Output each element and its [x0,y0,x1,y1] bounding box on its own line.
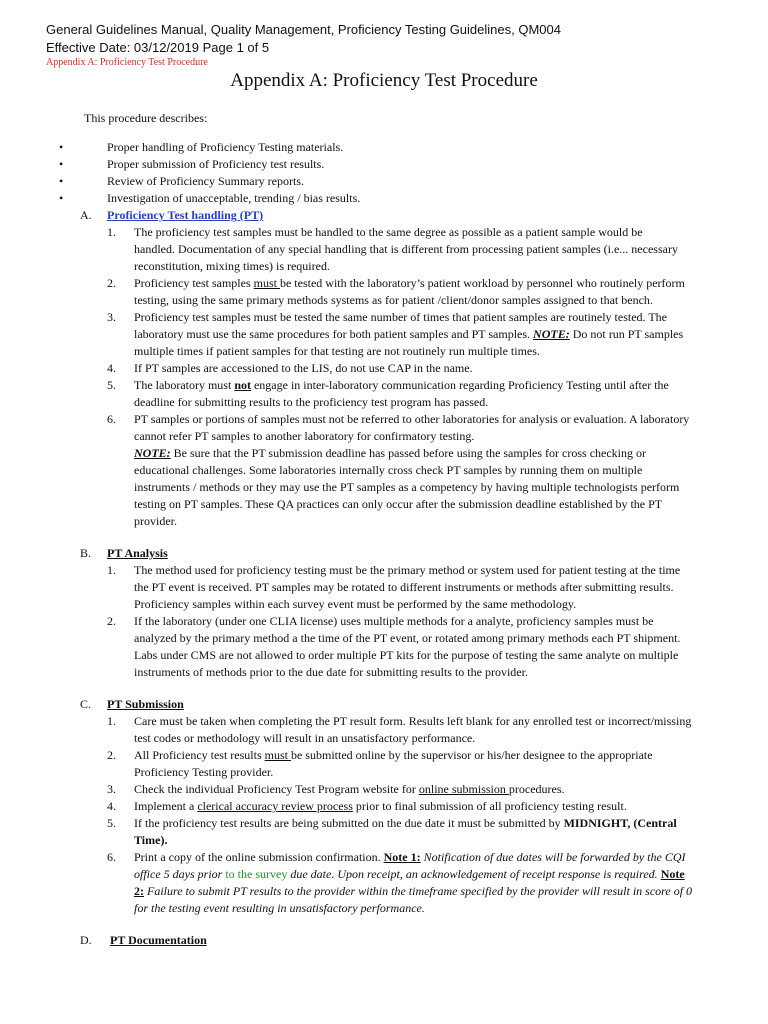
c3-line: Check the individual Proficiency Test Program website for online submission procedures. [134,782,565,796]
b1-line: The method used for proficiency testing must be the primary method or system used for patient testing at the time [134,563,681,577]
a5-number: 5. [107,378,116,392]
b1-line: the PT event is received. PT samples may be rotated to different instruments or methods after submitting results. [134,580,674,594]
a1-line: reconstitution, mixing times) is required. [134,259,330,273]
page-title: Appendix A: Proficiency Test Procedure [230,70,538,91]
bullet-item: Proper handling of Proficiency Testing materials. [107,140,344,154]
a6-line: instruments / methods or they may use the PT samples as a competency by having multiple technologists perform [134,480,680,494]
doc-header-line2: Effective Date: 03/12/2019 Page 1 of 5 [46,40,270,55]
a2-number: 2. [107,276,116,290]
c3-number: 3. [107,782,116,796]
section-b-letter: B. [80,546,92,560]
a4-line: If PT samples are accessioned to the LIS, do not use CAP in the name. [134,361,473,375]
bullet-item: Proper submission of Proficiency test results. [107,157,325,171]
a4-number: 4. [107,361,116,375]
doc-header-line1: General Guidelines Manual, Quality Management, Proficiency Testing Guidelines, QM004 [46,22,561,37]
b2-line: analyzed by the primary method a the time of the PT event, or rotated among primary methods each PT shipment. [134,631,681,645]
c2-line: All Proficiency test results must be submitted online by the supervisor or his/her designee to the appropriate [134,748,653,762]
section-d-heading: PT Documentation [110,933,207,947]
c5-line: Time). [134,833,168,847]
b1-line: Proficiency samples within each survey event must be performed by the same methodology. [134,597,577,611]
a2-line: testing, using the same primary methods systems as for patient /client/donor samples assigned to that bench. [134,293,653,307]
a6-line: educational challenges. Some laboratories internally cross check PT samples by running them on multiple [134,463,643,477]
a3-line: laboratory must use the same procedures for both patient samples and PT samples. NOTE: Do not run PT samples [134,327,684,341]
c6-number: 6. [107,850,116,864]
c6-line: 2: Failure to submit PT results to the provider within the timeframe specified by the provider will result in score of 0 [134,884,693,898]
a3-number: 3. [107,310,116,324]
bullet-glyph: • [59,174,64,188]
a6-line: PT samples or portions of samples must not be referred to other laboratories for analysis or evaluation. A laboratory [134,412,690,426]
b2-number: 2. [107,614,116,628]
c2-number: 2. [107,748,116,762]
a1-line: The proficiency test samples must be handled to the same degree as possible as a patient sample would be [134,225,643,239]
a5-line: The laboratory must not engage in inter-laboratory communication regarding Proficiency Testing until after the [134,378,669,392]
b1-number: 1. [107,563,116,577]
c1-line: test codes or methodology will result in an unsatisfactory performance. [134,731,476,745]
c2-line: Proficiency Testing provider. [134,765,274,779]
c1-line: Care must be taken when completing the PT result form. Results left blank for any enrolled test or incorrect/missing [134,714,692,728]
note-label: NOTE: [134,446,171,460]
a6-line: provider. [134,514,177,528]
note-label: 2: [134,884,144,898]
c6-line: office 5 days prior to the survey due date. Upon receipt, an acknowledgement of receipt response is required. Note [134,867,685,881]
bullet-glyph: • [59,140,64,154]
c5-number: 5. [107,816,116,830]
a1-line: handled. Documentation of any special handling that is different from processing patient samples (i.e... necessary [134,242,678,256]
c4-line: Implement a clerical accuracy review process prior to final submission of all proficiency testing result. [134,799,627,813]
section-b-heading: PT Analysis [107,546,168,560]
section-a-letter: A. [80,208,92,222]
section-d-letter: D. [80,933,92,947]
bullet-item: Review of Proficiency Summary reports. [107,174,304,188]
c4-number: 4. [107,799,116,813]
a6-line: testing on PT samples. These QA practices can only occur after the submission deadline established by the PT [134,497,663,511]
a1-number: 1. [107,225,116,239]
a6-line: cannot refer PT samples to another laboratory for confirmatory testing. [134,429,475,443]
bullet-item: Investigation of unacceptable, trending / bias results. [107,191,361,205]
section-c-letter: C. [80,697,92,711]
bullet-glyph: • [59,157,64,171]
c5-line: If the proficiency test results are being submitted on the due date it must be submitted by MIDNIGHT, (Central [134,816,677,830]
a5-line: deadline for submitting results to the proficiency test program has passed. [134,395,489,409]
b2-line: instruments of methods prior to the due date for submitting results to the provider. [134,665,528,679]
section-a-heading[interactable]: Proficiency Test handling (PT) [107,208,264,222]
a3-line: multiple times if patient samples for that testing are not routinely run multiple times. [134,344,540,358]
appendix-crumb: Appendix A: Proficiency Test Procedure [46,57,208,68]
bullet-glyph: • [59,191,64,205]
c6-line: for the testing event resulting in unsatisfactory performance. [134,901,425,915]
intro-text: This procedure describes: [84,111,208,125]
section-c-heading: PT Submission [107,697,184,711]
b2-line: If the laboratory (under one CLIA license) uses multiple methods for a analyte, proficiency samples must be [134,614,654,628]
a6-line: NOTE: Be sure that the PT submission deadline has passed before using the samples for cross checking or [134,446,647,460]
note-label: NOTE: [533,327,570,341]
note-label: Note 1: [383,850,421,864]
note-label: Note [660,867,685,881]
c1-number: 1. [107,714,116,728]
b2-line: Labs under CMS are not allowed to order multiple PT kits for the purpose of testing the same analyte on multiple [134,648,679,662]
c6-line: Print a copy of the online submission confirmation. Note 1: Notification of due dates will be forwarded by the CQI [134,850,686,864]
a6-number: 6. [107,412,116,426]
a3-line: Proficiency test samples must be tested the same number of times that patient samples are routinely tested. The [134,310,667,324]
a2-line: Proficiency test samples must be tested with the laboratory’s patient workload by personnel who routinely perform [134,276,685,290]
